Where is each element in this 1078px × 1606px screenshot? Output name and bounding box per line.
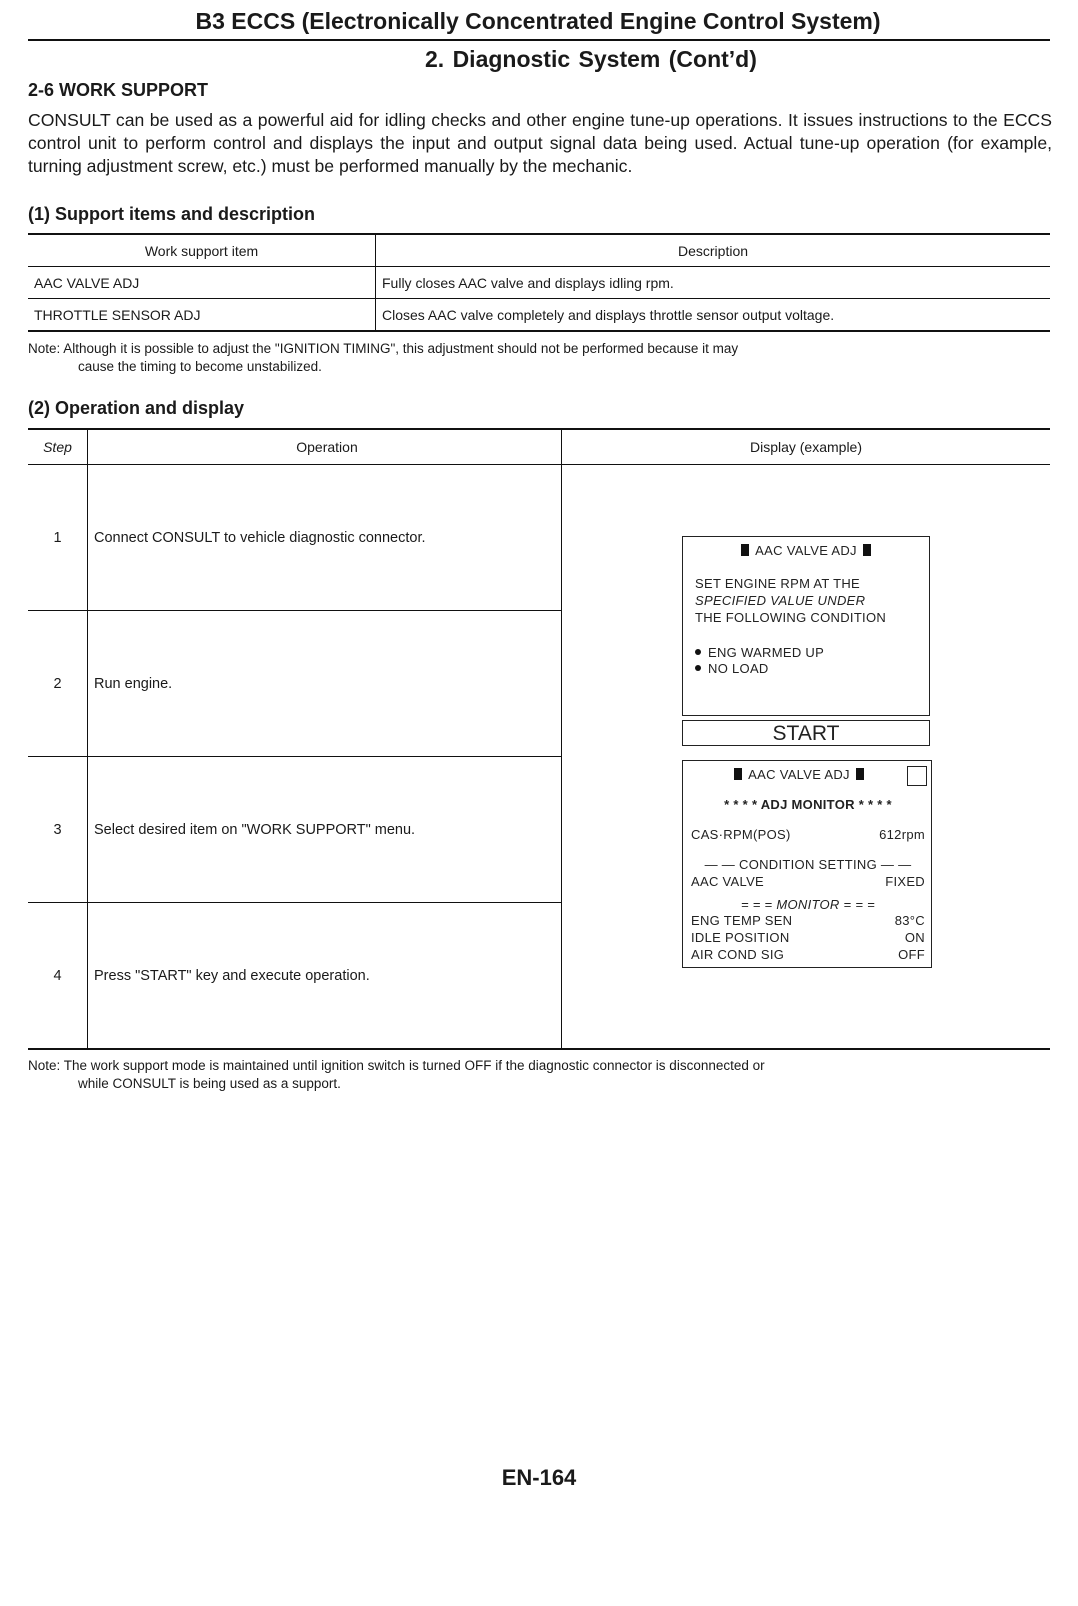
note-line: while CONSULT is being used as a support. <box>78 1076 341 1091</box>
screen-title <box>683 767 915 782</box>
monitor-row <box>691 913 925 928</box>
monitor-value: 83°C <box>894 913 925 928</box>
col-header-item: Work support item <box>28 234 376 267</box>
screen-bullets <box>695 645 824 677</box>
block-marker-icon <box>856 768 864 780</box>
item-cell: AAC VALVE ADJ <box>28 267 376 299</box>
table-row <box>28 299 1050 332</box>
monitor-label: AIR COND SIG <box>691 947 785 962</box>
support-items-table <box>28 233 1050 332</box>
operation-heading: (2) Operation and display <box>28 398 245 418</box>
page-number: EN-164 <box>501 1465 577 1490</box>
note-line: Note: The work support mode is maintained until ignition switch is turned OFF if the diagnostic connector is disconnected or <box>28 1058 765 1073</box>
monitor-row <box>691 947 925 962</box>
step-operation: Connect CONSULT to vehicle diagnostic connector. <box>88 465 562 611</box>
screen-line: SET ENGINE RPM AT THE <box>695 576 860 591</box>
note-line: Note: Although it is possible to adjust the "IGNITION TIMING", this adjustment should not be performed because it may <box>28 341 739 356</box>
monitor-label: CAS·RPM(POS) <box>691 827 791 842</box>
monitor-label: IDLE POSITION <box>691 930 790 945</box>
operation-note <box>28 1057 1048 1093</box>
monitor-value: 612rpm <box>879 827 925 842</box>
page-title: B3 ECCS (Electronically Concentrated Engine Control System) <box>195 8 881 34</box>
monitor-row <box>691 827 925 842</box>
support-note <box>28 340 1048 376</box>
col-header-description: Description <box>677 242 749 259</box>
support-items-heading: (1) Support items and description <box>28 204 316 224</box>
header-rule <box>28 39 1050 41</box>
table-row <box>28 267 1050 299</box>
step-number: 1 <box>28 465 88 611</box>
condition-row <box>691 874 925 889</box>
page-subtitle: 2. Diagnostic System (Cont’d) <box>425 46 757 72</box>
bullet-icon <box>695 665 701 671</box>
consult-screen-instructions <box>682 536 930 716</box>
col-header-operation: Operation <box>88 429 562 465</box>
step-operation: Run engine. <box>88 611 562 757</box>
condition-label: AAC VALVE <box>691 874 765 889</box>
screen-title-text: AAC VALVE ADJ <box>755 543 857 558</box>
screen-line: SPECIFIED VALUE UNDER <box>695 593 866 608</box>
block-marker-icon <box>734 768 742 780</box>
section-heading: 2-6 WORK SUPPORT <box>28 80 209 100</box>
checkbox-icon <box>907 766 927 786</box>
consult-screen-monitor <box>682 760 932 968</box>
bullet-text: NO LOAD <box>708 661 769 676</box>
screen-title-text: AAC VALVE ADJ <box>748 767 850 782</box>
screen-instructions <box>695 575 886 626</box>
step-operation: Select desired item on "WORK SUPPORT" menu. <box>88 757 562 903</box>
description-cell: Fully closes AAC valve and displays idling rpm. <box>382 274 674 291</box>
block-marker-icon <box>741 544 749 556</box>
monitor-value: OFF <box>898 947 925 962</box>
intro-paragraph: CONSULT can be used as a powerful aid for idling checks and other engine tune-up operations. It issues instructions to the ECCS control unit to perform control and displays the input and output signal data being used. Actual tune-up operation (for example, turning adjustment screw, etc.) must be performed manually by the mechanic. <box>28 110 1052 176</box>
note-line: cause the timing to become unstabilized. <box>78 359 322 374</box>
col-header-display: Display (example) <box>749 439 863 455</box>
bullet-icon <box>695 649 701 655</box>
col-header-step: Step <box>28 429 88 465</box>
bullet-text: ENG WARMED UP <box>708 645 825 660</box>
step-number: 4 <box>28 903 88 1049</box>
monitor-section-header: = = = MONITOR = = = <box>740 897 876 912</box>
bullet-item <box>695 645 824 661</box>
description-cell: Closes AAC valve completely and displays throttle sensor output voltage. <box>382 306 835 323</box>
item-cell: THROTTLE SENSOR ADJ <box>28 299 376 332</box>
screen-title <box>683 543 929 558</box>
start-button[interactable]: START <box>682 720 930 746</box>
monitor-row <box>691 930 925 945</box>
step-number: 3 <box>28 757 88 903</box>
monitor-header: * * * * ADJ MONITOR * * * * <box>724 797 892 812</box>
step-operation: Press "START" key and execute operation. <box>88 903 562 1049</box>
condition-header: — — CONDITION SETTING — — <box>704 857 912 872</box>
monitor-label: ENG TEMP SEN <box>691 913 793 928</box>
screen-line: THE FOLLOWING CONDITION <box>695 610 887 625</box>
block-marker-icon <box>863 544 871 556</box>
condition-value: FIXED <box>885 874 925 889</box>
step-number: 2 <box>28 611 88 757</box>
monitor-value: ON <box>904 930 925 945</box>
bullet-item <box>695 661 824 677</box>
